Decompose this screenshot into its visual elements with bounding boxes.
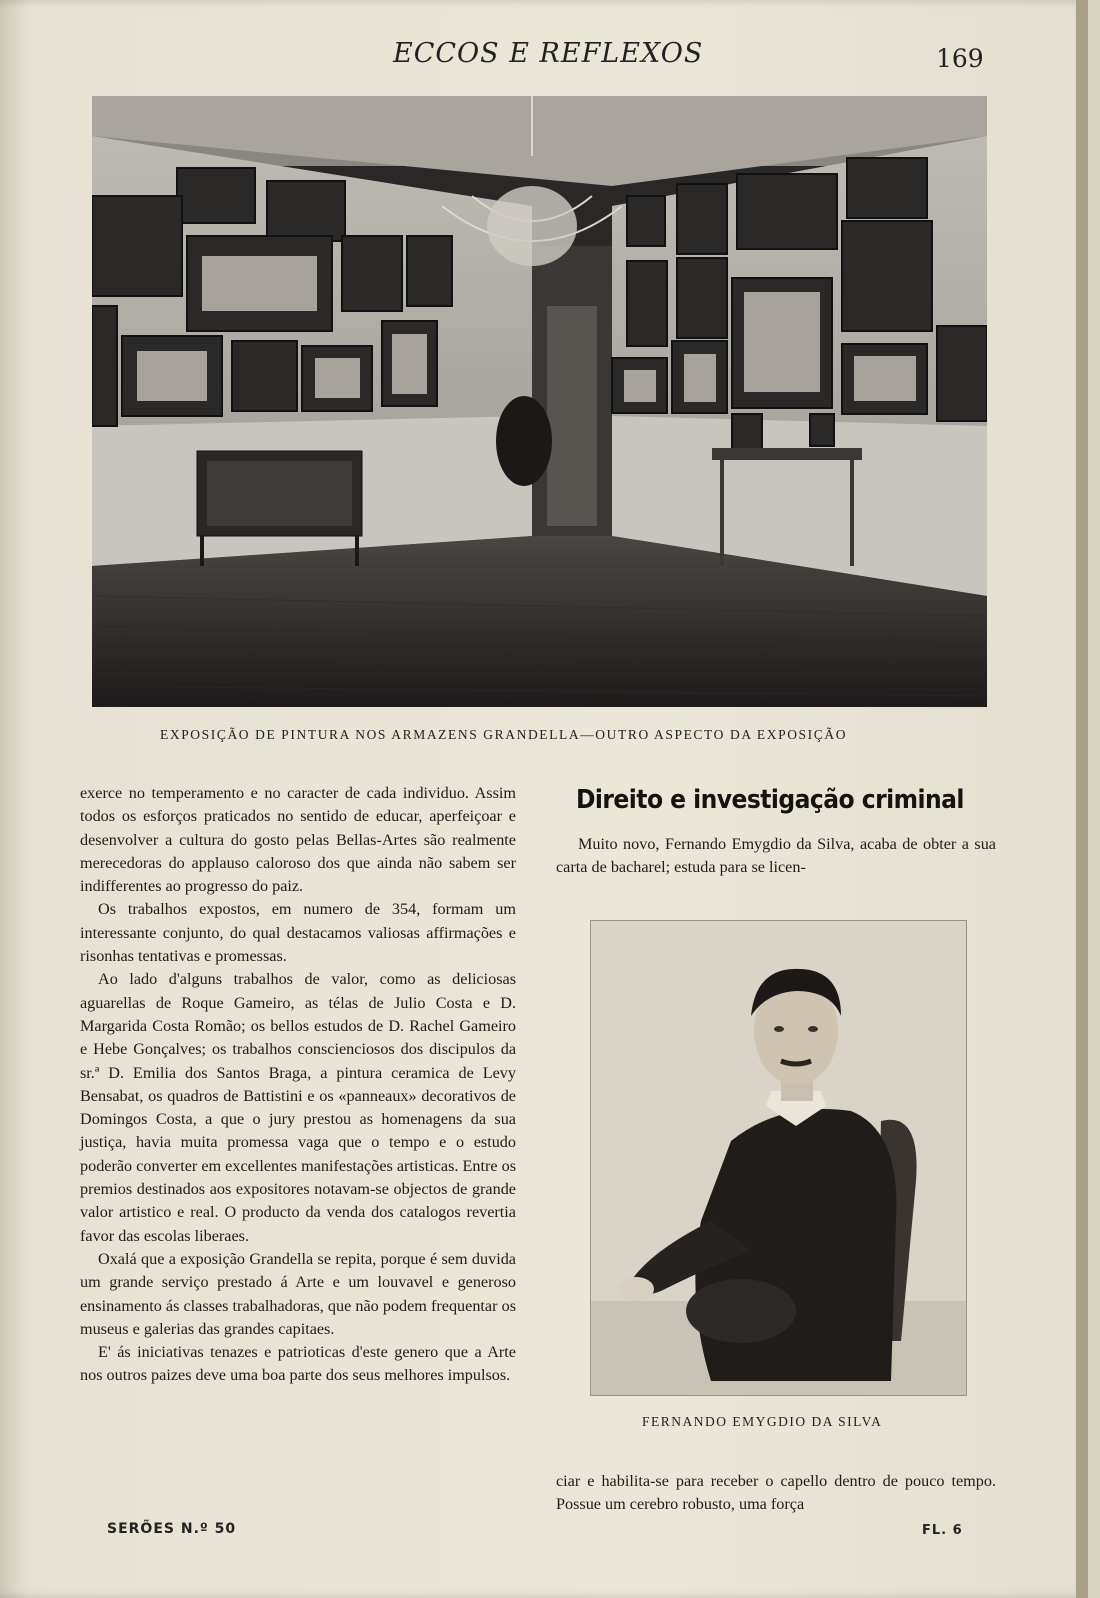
- paragraph: Oxalá que a exposição Grandella se repita, porque é sem duvida um grande serviço prestado á Arte e um louvavel e generoso ensinamento ás classes trabalhadoras, que não podem frequentar os museus e galerias das grandes capitaes.: [80, 1249, 516, 1338]
- portrait-illustration: [591, 921, 966, 1395]
- paragraph: exerce no temperamento e no caracter de cada individuo. Assim todos os esforços praticados no sentido de educar, aperfeiçoar e desenvolver a cultura do gosto pelas Bellas-Artes são realmente merecedoras do applauso caloroso dos que ainda não sabem ser indifferentes ao progresso do paiz.: [80, 784, 516, 896]
- page-edge: [1076, 0, 1088, 1598]
- folio-label: FL. 6: [922, 1523, 963, 1538]
- paragraph: ciar e habilita-se para receber o capello dentro de pouco tempo. Possue um cerebro robusto, uma força: [556, 1472, 996, 1514]
- running-title: ECCOS E REFLEXOS: [393, 38, 704, 69]
- gallery-photograph: [92, 96, 987, 707]
- page-number: 169: [936, 44, 984, 73]
- left-column: [80, 782, 516, 1388]
- issue-label: SERÕES N.º 50: [107, 1521, 237, 1537]
- portrait-caption: FERNANDO EMYGDIO DA SILVA: [642, 1414, 883, 1429]
- portrait-photograph: [590, 920, 967, 1396]
- paragraph: Ao lado d'alguns trabalhos de valor, como as deliciosas aguarellas de Roque Gameiro, as télas de Julio Costa e D. Margarida Costa Romão; os bellos estudos de D. Rachel Gameiro e Hebe Gonçalves; os trabalhos conscienciosos dos discipulos da sr.ª D. Emilia dos Santos Braga, a pintura ceramica de Levy Bensabat, os quadros de Battistini e os «panneaux» decorativos de Domingos Costa, a que o jury prestou as homenagens da sua justiça, havia muita promessa vaga que o tempo e o estudo poderão converter em excellentes manifestações artisticas. Entre os premios destinados aos expositores notavam-se objectos de grande valor artistico e real. O producto da venda dos catalogos revertia favor das escolas liberaes.: [80, 970, 516, 1245]
- gallery-illustration: [92, 96, 987, 707]
- paragraph: E' ás iniciativas tenazes e patrioticas d'este genero que a Arte nos outros paizes deve uma boa parte dos seus melhores impulsos.: [80, 1343, 516, 1385]
- right-column-intro: [556, 833, 996, 880]
- paragraph: Muito novo, Fernando Emygdio da Silva, acaba de obter a sua carta de bacharel; estuda para se licen-: [556, 835, 996, 877]
- photo-caption: EXPOSIÇÃO DE PINTURA NOS ARMAZENS GRANDELLA—OUTRO ASPECTO DA EXPOSIÇÃO: [160, 727, 848, 742]
- paragraph: Os trabalhos expostos, em numero de 354, formam um interessante conjunto, do qual destacamos valiosas affirmações e risonhas tentativas e promessas.: [80, 900, 516, 966]
- right-column-continued: [556, 1470, 996, 1517]
- section-title: Direito e investigação criminal: [576, 785, 964, 815]
